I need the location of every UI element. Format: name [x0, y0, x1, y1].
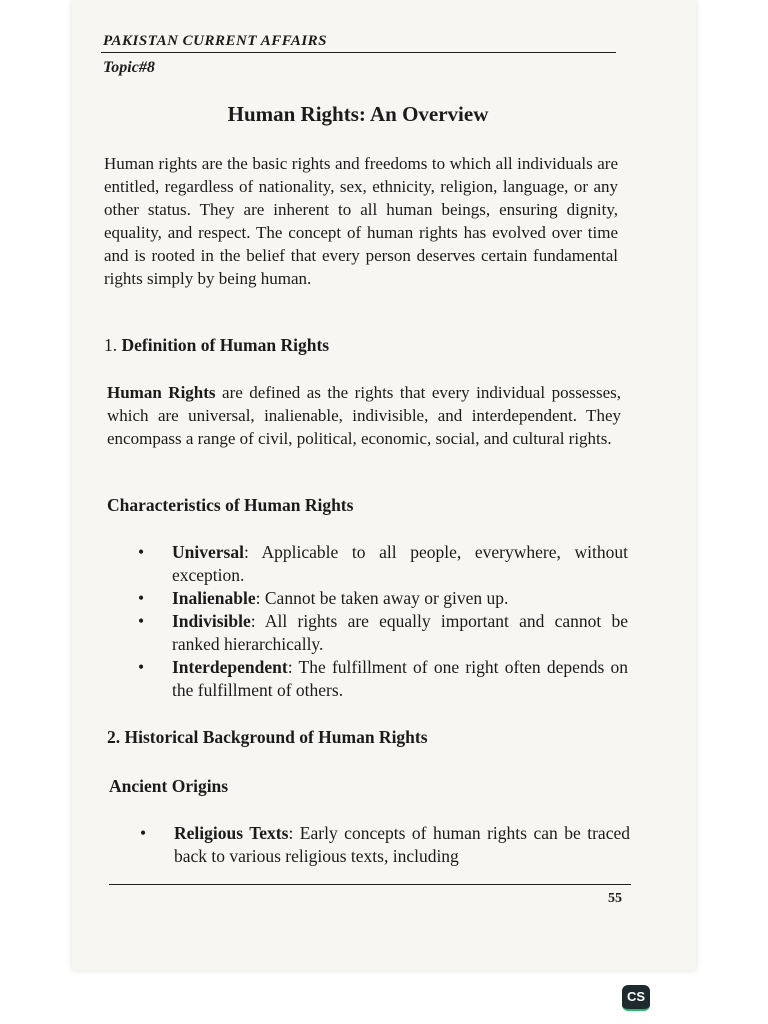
section-1-heading [104, 335, 329, 356]
section-1-title: Definition of Human Rights [121, 335, 330, 355]
list-item [138, 587, 628, 610]
characteristics-list [138, 541, 628, 702]
ancient-origins-list [140, 822, 630, 868]
section-2-heading: 2. Historical Background of Human Rights [107, 727, 428, 747]
list-item [138, 610, 628, 656]
definition-paragraph [107, 381, 621, 450]
header-rule [101, 52, 616, 53]
list-item [138, 541, 628, 587]
item-text: : All rights are equally important and cannot be ranked hierarchically. [172, 611, 628, 654]
item-term: Universal [172, 542, 244, 562]
item-text: : Applicable to all people, everywhere, without exception. [172, 542, 628, 585]
definition-term: Human Rights [107, 383, 216, 402]
bullet-icon: • [140, 823, 147, 843]
list-item [140, 822, 630, 868]
bullet-icon: • [138, 611, 145, 631]
section-1-number: 1. [104, 335, 118, 355]
definition-text: are defined as the rights that every individual possesses, which are universal, inalienable, indivisible, and interdependent. They encompass a range of civil, political, economic, social, and cultural rights. [107, 383, 621, 448]
ancient-origins-heading: Ancient Origins [109, 776, 229, 796]
item-term: Inalienable [172, 588, 256, 608]
bullet-icon: • [138, 657, 145, 677]
camscanner-logo-icon: CS [622, 985, 650, 1011]
topic-label: Topic#8 [103, 59, 155, 76]
item-text: : Early concepts of human rights can be traced back to various religious texts, including [174, 823, 630, 866]
page-number: 55 [608, 891, 622, 906]
running-head: PAKISTAN CURRENT AFFAIRS [103, 33, 328, 49]
item-term: Religious Texts [174, 823, 289, 843]
item-term: Interdependent [172, 657, 288, 677]
characteristics-heading: Characteristics of Human Rights [107, 495, 354, 515]
item-term: Indivisible [172, 611, 251, 631]
footer-rule [109, 884, 631, 885]
list-item [138, 656, 628, 702]
intro-paragraph: Human rights are the basic rights and freedoms to which all individuals are entitled, regardless of nationality, sex, ethnicity, religion, language, or any other status. They are inherent to all human beings, ensuring dignity, equality, and respect. The concept of human rights has evolved over time and is rooted in the belief that every person deserves certain fundamental rights simply by being human. [104, 154, 618, 288]
bullet-icon: • [138, 588, 145, 608]
item-text: : Cannot be taken away or given up. [255, 588, 509, 608]
page-title: Human Rights: An Overview [227, 102, 489, 126]
item-text: : The fulfillment of one right often depends on the fulfillment of others. [172, 657, 628, 700]
bullet-icon: • [138, 542, 145, 562]
